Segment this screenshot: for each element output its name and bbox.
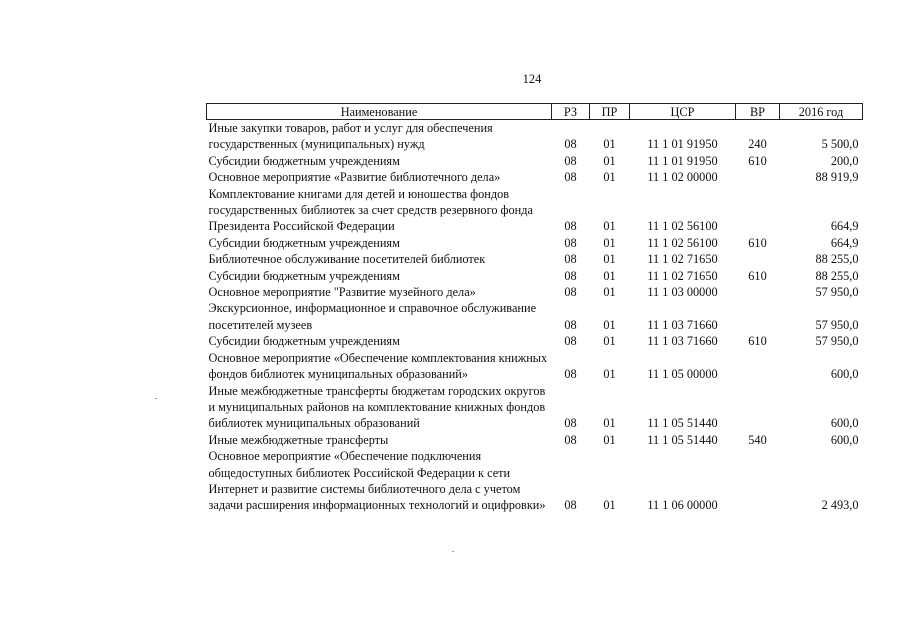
row-amount: 600,0 — [830, 416, 859, 431]
row-csr: 11 1 01 91950 — [647, 137, 718, 152]
row-vr — [736, 251, 780, 267]
row-vr — [736, 448, 780, 514]
row-amount: 57 950,0 — [815, 317, 859, 332]
row-amount: 88 255,0 — [815, 268, 859, 283]
row-csr: 11 1 03 00000 — [647, 285, 718, 300]
row-amount: 664,9 — [830, 235, 859, 250]
row-rz: 08 — [564, 285, 577, 300]
budget-table — [206, 103, 863, 514]
row-amount: 88 255,0 — [815, 252, 859, 267]
row-rz: 08 — [564, 219, 577, 234]
row-pr: 01 — [603, 252, 616, 267]
table-row — [207, 383, 863, 432]
row-csr: 11 1 03 71660 — [647, 317, 718, 332]
row-csr: 11 1 03 71660 — [647, 334, 718, 349]
row-vr — [736, 186, 780, 235]
table-row — [207, 153, 863, 169]
table-row — [207, 268, 863, 284]
row-pr: 01 — [603, 153, 616, 168]
row-rz: 08 — [564, 334, 577, 349]
row-name: Основное мероприятие «Развитие библиотечного дела» — [208, 170, 501, 185]
row-csr: 11 1 05 00000 — [647, 367, 718, 382]
row-pr: 01 — [603, 170, 616, 185]
row-pr: 01 — [603, 268, 616, 283]
row-rz: 08 — [564, 137, 577, 152]
header-csr: ЦСР — [630, 104, 736, 120]
row-amount: 664,9 — [830, 219, 859, 234]
page-number: 124 — [522, 72, 542, 86]
row-name: Субсидии бюджетным учреждениям — [208, 334, 400, 349]
row-vr: 610 — [748, 268, 767, 283]
row-name: Иные закупки товаров, работ и услуг для обеспечения государственных (муниципальных) нужд — [208, 121, 493, 152]
row-vr: 610 — [748, 153, 767, 168]
header-pr: ПР — [590, 104, 630, 120]
table-header-row — [207, 104, 863, 120]
row-amount: 600,0 — [830, 432, 859, 447]
table-row — [207, 333, 863, 349]
row-name: Иные межбюджетные трансферты — [208, 432, 389, 447]
row-rz: 08 — [564, 367, 577, 382]
row-name: Комплектование книгами для детей и юношества фондов государственных библиотек за счет средств резервного фонда Президента Российской Федерации — [208, 186, 533, 234]
row-amount: 5 500,0 — [821, 137, 859, 152]
row-rz: 08 — [564, 498, 577, 513]
row-amount: 57 950,0 — [815, 285, 859, 300]
row-csr: 11 1 06 00000 — [647, 498, 718, 513]
table-body — [207, 120, 863, 514]
table-row — [207, 448, 863, 514]
header-vr: ВР — [736, 104, 780, 120]
row-vr: 540 — [748, 432, 767, 447]
row-rz: 08 — [564, 170, 577, 185]
row-vr — [736, 383, 780, 432]
row-pr: 01 — [603, 416, 616, 431]
row-csr: 11 1 02 71650 — [647, 268, 718, 283]
header-year: 2016 год — [780, 104, 863, 120]
table-row — [207, 251, 863, 267]
row-rz: 08 — [564, 317, 577, 332]
scan-speck — [155, 398, 157, 399]
row-vr: 240 — [748, 137, 767, 152]
row-vr — [736, 300, 780, 333]
row-name: Субсидии бюджетным учреждениям — [208, 153, 400, 168]
row-csr: 11 1 02 56100 — [647, 235, 718, 250]
table-row — [207, 300, 863, 333]
row-pr: 01 — [603, 137, 616, 152]
row-csr: 11 1 02 00000 — [647, 170, 718, 185]
table-row — [207, 120, 863, 153]
row-vr — [736, 350, 780, 383]
row-csr: 11 1 01 91950 — [647, 153, 718, 168]
row-pr: 01 — [603, 285, 616, 300]
row-name: Основное мероприятие «Обеспечение комплектования книжных фондов библиотек муниципальных образований» — [208, 350, 548, 382]
header-rz: РЗ — [552, 104, 590, 120]
table-row — [207, 186, 863, 235]
table-row — [207, 350, 863, 383]
row-amount: 600,0 — [830, 367, 859, 382]
row-pr: 01 — [603, 219, 616, 234]
row-pr: 01 — [603, 432, 616, 447]
row-name: Библиотечное обслуживание посетителей библиотек — [208, 252, 486, 267]
row-rz: 08 — [564, 416, 577, 431]
row-rz: 08 — [564, 153, 577, 168]
table-row — [207, 432, 863, 448]
row-rz: 08 — [564, 432, 577, 447]
row-name: Основное мероприятие «Обеспечение подключения общедоступных библиотек Российской Федерации к сети Интернет и развитие системы библиотечного дела с учетом задачи расширения информационных технологий и оцифровки» — [208, 449, 546, 513]
table-row — [207, 284, 863, 300]
row-vr: 610 — [748, 334, 767, 349]
row-name: Субсидии бюджетным учреждениям — [208, 268, 400, 283]
row-pr: 01 — [603, 334, 616, 349]
row-name: Экскурсионное, информационное и справочное обслуживание посетителей музеев — [208, 301, 537, 332]
row-pr: 01 — [603, 317, 616, 332]
row-csr: 11 1 05 51440 — [647, 432, 718, 447]
row-amount: 88 919,9 — [815, 170, 859, 185]
row-csr: 11 1 05 51440 — [647, 416, 718, 431]
row-vr — [736, 169, 780, 185]
row-amount: 2 493,0 — [821, 498, 859, 513]
row-rz: 08 — [564, 268, 577, 283]
table-row — [207, 169, 863, 185]
row-pr: 01 — [603, 498, 616, 513]
row-rz: 08 — [564, 235, 577, 250]
row-amount: 200,0 — [830, 153, 859, 168]
header-name: Наименование — [207, 104, 552, 120]
row-pr: 01 — [603, 235, 616, 250]
row-name: Субсидии бюджетным учреждениям — [208, 235, 400, 250]
row-vr: 610 — [748, 235, 767, 250]
row-csr: 11 1 02 71650 — [647, 252, 718, 267]
row-rz: 08 — [564, 252, 577, 267]
row-pr: 01 — [603, 367, 616, 382]
scan-speck — [452, 551, 454, 552]
row-csr: 11 1 02 56100 — [647, 219, 718, 234]
table-row — [207, 235, 863, 251]
row-name: Основное мероприятие "Развитие музейного дела» — [208, 285, 476, 300]
row-name: Иные межбюджетные трансферты бюджетам городских округов и муниципальных районов на комплектование книжных фондов библиотек муниципальных образований — [208, 383, 546, 431]
row-vr — [736, 284, 780, 300]
row-amount: 57 950,0 — [815, 334, 859, 349]
